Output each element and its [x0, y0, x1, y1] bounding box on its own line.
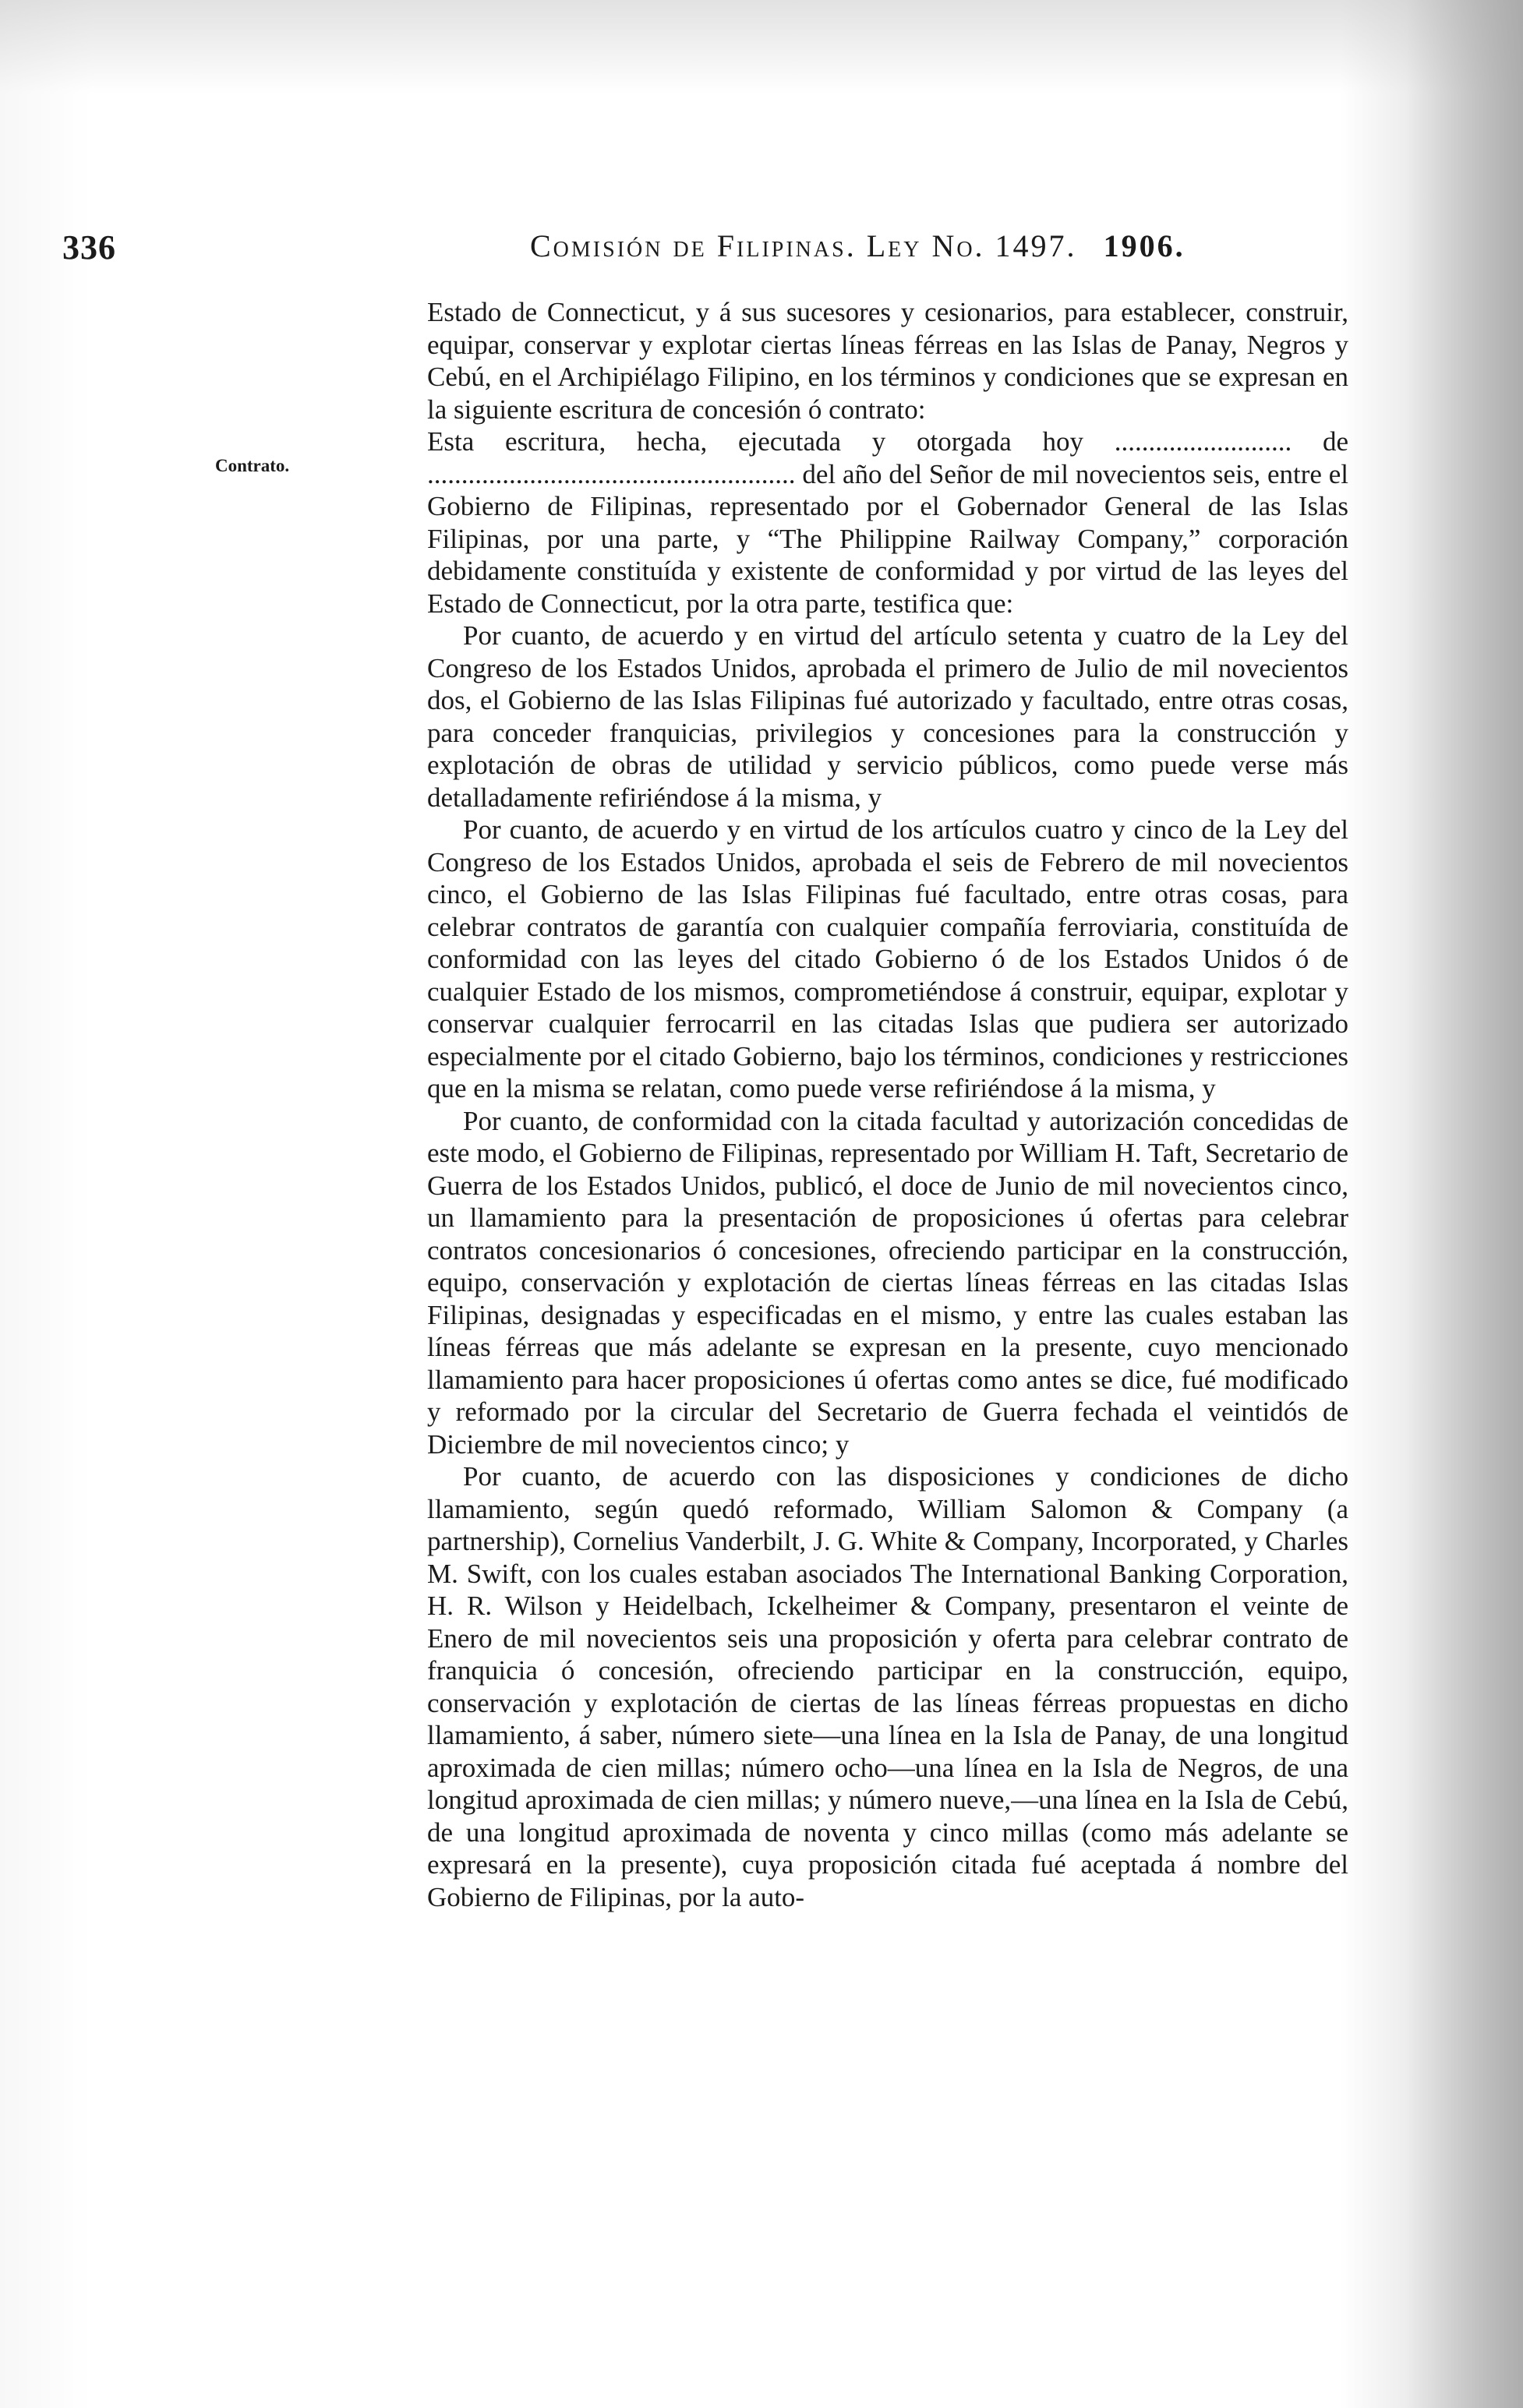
- paragraph-1: Estado de Connecticut, y á sus sucesores y cesionarios, para establecer, construir, equipar, conservar y explotar ciertas líneas férreas en las Islas de Panay, Negros y Cebú, en el Archipiélago Filipino, en los términos y condiciones que se expresan en la siguiente escritura de concesión ó contrato:: [427, 297, 1348, 425]
- body-text: [427, 296, 1348, 1913]
- running-year: 1906.: [1103, 228, 1186, 263]
- paragraph-3: Por cuanto, de acuerdo y en virtud del artículo setenta y cuatro de la Ley del Congreso de los Estados Unidos, aprobada el primero de Julio de mil novecientos dos, el Gobierno de las Islas Filipinas fué autorizado y facultado, entre otras cosas, para conceder franquicias, privilegios y concesiones para la construcción y explotación de obras de utilidad y servicio públicos, como puede verse más detalladamente refiriéndose á la misma, y: [427, 620, 1348, 813]
- scan-shadow-top: [0, 0, 1523, 94]
- margin-note-contrato: Contrato.: [215, 456, 290, 475]
- running-title: Comisión de Filipinas. Ley No. 1497.: [530, 228, 1077, 263]
- paragraph-5: Por cuanto, de conformidad con la citada facultad y autorización concedidas de este modo, el Gobierno de Filipinas, representado por William H. Taft, Secretario de Guerra de los Estados Unidos, publicó, el doce de Junio de mil novecientos cinco, un llamamiento para la presentación de proposiciones ú ofertas para celebrar contratos concesionarios ó concesiones, ofreciendo participar en la construcción, equipo, conservación y explotación de ciertas líneas férreas en las citadas Islas Filipinas, designadas y especificadas en el mismo, y entre las cuales estaban las líneas férreas que más adelante se expresan en la presente, cuyo mencionado llamamiento para hacer proposiciones ú ofertas como antes se dice, fué modificado y reformado por la circular del Secretario de Guerra fechada el veintidós de Diciembre de mil novecientos cinco; y: [427, 1105, 1348, 1460]
- paragraph-2: Esta escritura, hecha, ejecutada y otorgada hoy .......................... de ...................................................... del año del Señor de mil novecientos seis, entre el Gobierno de Filipinas, representado por el Gobernador General de las Islas Filipinas, por una parte, y “The Philippine Railway Company,” corporación debidamente constituída y existente de conformidad y por virtud de las leyes del Estado de Connecticut, por la otra parte, testifica que:: [427, 426, 1348, 619]
- page-number: 336: [62, 228, 116, 267]
- paragraph-4: Por cuanto, de acuerdo y en virtud de los artículos cuatro y cinco de la Ley del Congreso de los Estados Unidos, aprobada el seis de Febrero de mil novecientos cinco, el Gobierno de las Islas Filipinas fué facultado, entre otras cosas, para celebrar contratos de garantía con cualquier compañía ferroviaria, constituída de conformidad con las leyes del citado Gobierno ó de los Estados Unidos ó de cualquier Estado de los mismos, comprometiéndose á construir, equipar, explotar y conservar cualquier ferrocarril en las citadas Islas que pudiera ser autorizado especialmente por el citado Gobierno, bajo los términos, condiciones y restricciones que en la misma se relatan, como puede verse refiriéndose á la misma, y: [427, 814, 1348, 1103]
- scan-shadow-right: [1406, 0, 1523, 2408]
- paragraph-6: Por cuanto, de acuerdo con las disposiciones y condiciones de dicho llamamiento, según quedó reformado, William Salomon & Company (a partnership), Cornelius Vanderbilt, J. G. White & Company, Incorporated, y Charles M. Swift, con los cuales estaban asociados The International Banking Corporation, H. R. Wilson y Heidelbach, Ickelheimer & Company, presentaron el veinte de Enero de mil novecientos seis una proposición y oferta para celebrar contrato de franquicia ó concesión, ofreciendo participar en la construcción, equipo, conservación y explotación de ciertas de las líneas férreas propuestas en dicho llamamiento, á saber, número siete—una línea en la Isla de Panay, de una longitud aproximada de cien millas; número ocho—una línea en la Isla de Negros, de una longitud aproximada de cien millas; y número nueve,—una línea en la Isla de Cebú, de una longitud aproximada de noventa y cinco millas (como más adelante se expresará en la presente), cuya proposición citada fué aceptada á nombre del Gobierno de Filipinas, por la auto-: [427, 1461, 1348, 1912]
- running-head: [530, 228, 1186, 264]
